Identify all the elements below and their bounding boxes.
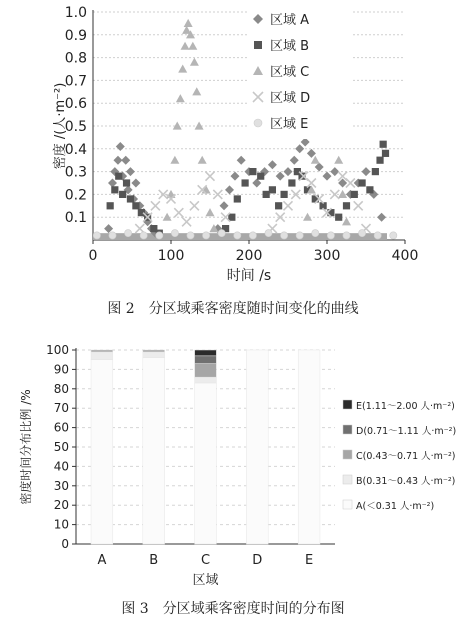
data-point — [181, 42, 190, 50]
data-point — [284, 167, 293, 176]
x-tick-label: C — [200, 553, 211, 568]
data-point — [176, 94, 185, 102]
data-point — [374, 232, 381, 239]
y-axis-label: 密度 /(人·m⁻²) — [53, 82, 68, 170]
y-tick-label: 0 — [61, 537, 69, 551]
series-3 — [135, 172, 370, 233]
data-point — [184, 19, 193, 27]
data-point — [252, 179, 261, 188]
data-point — [156, 232, 163, 239]
legend-label: E(1.11～2.00 人·m⁻²) — [356, 401, 455, 412]
legend-swatch — [343, 400, 352, 409]
y-tick-label: 20 — [53, 498, 69, 513]
data-point — [263, 191, 270, 198]
data-point — [335, 214, 342, 221]
data-point — [380, 141, 387, 148]
data-point — [206, 172, 215, 181]
data-point — [190, 201, 199, 210]
y-tick-label: 70 — [53, 401, 69, 416]
data-point — [113, 156, 122, 165]
data-point — [127, 195, 134, 202]
bar-segment — [91, 350, 113, 352]
data-point — [123, 179, 130, 186]
data-point — [206, 208, 215, 216]
data-point — [126, 167, 135, 176]
data-point — [234, 232, 241, 239]
data-point — [234, 195, 241, 202]
x-tick-label: B — [149, 553, 159, 568]
data-point — [377, 213, 386, 222]
y-tick-label: 100 — [46, 343, 69, 357]
y-tick-label: 0.8 — [64, 50, 87, 67]
y-tick-label: 90 — [53, 362, 69, 377]
legend-label: A(＜0.31 人·m⁻²) — [356, 501, 435, 512]
data-point — [351, 191, 358, 198]
data-point — [366, 186, 373, 193]
data-point — [190, 58, 199, 66]
x-tick-label: D — [252, 553, 263, 568]
x-tick-label: 300 — [313, 248, 341, 264]
data-point — [108, 179, 117, 188]
bar-segment — [195, 377, 217, 383]
data-point — [327, 232, 334, 239]
bar-segment — [195, 350, 217, 356]
x-tick-label: 400 — [391, 248, 419, 264]
data-point — [174, 208, 183, 217]
data-point — [178, 65, 187, 73]
data-point — [327, 209, 334, 216]
legend-label: 区域 A — [270, 13, 310, 28]
x-axis-label: 时间 /s — [226, 268, 272, 284]
bar-segment — [195, 383, 217, 544]
data-point — [170, 156, 179, 164]
data-point — [125, 230, 132, 237]
data-point — [121, 156, 130, 165]
data-point — [242, 179, 249, 186]
data-point — [343, 202, 350, 209]
data-point — [343, 232, 350, 239]
legend-swatch — [343, 475, 352, 484]
y-tick-label: 30 — [53, 478, 69, 493]
bar-segment — [195, 364, 217, 378]
y-tick-label: 40 — [53, 459, 69, 474]
legend-label: 区域 B — [270, 39, 310, 54]
data-point — [284, 201, 293, 210]
y-tick-label: 0.2 — [64, 187, 87, 204]
x-tick-label: 100 — [157, 248, 185, 264]
data-point — [276, 172, 285, 181]
y-tick-label: 0.3 — [64, 164, 87, 181]
data-point — [372, 168, 379, 175]
data-point — [93, 232, 100, 239]
data-point — [228, 214, 235, 221]
data-point — [376, 157, 383, 164]
data-point — [188, 42, 197, 50]
data-point — [269, 186, 276, 193]
figure-3-caption: 图 3 分区域乘客密度时间的分布图 — [121, 601, 345, 617]
x-tick-label: E — [304, 553, 314, 568]
data-point — [290, 156, 299, 165]
legend — [248, 7, 353, 139]
data-point — [115, 173, 122, 180]
data-point — [116, 142, 125, 151]
data-point — [220, 201, 229, 210]
figure-2-caption: 图 2 分区域乘客密度随时间变化的曲线 — [107, 301, 359, 317]
data-point — [315, 163, 324, 172]
y-tick-label: 0.9 — [64, 27, 87, 44]
bar-segment — [143, 352, 165, 358]
legend-label: D(0.71～1.11 人·m⁻²) — [356, 426, 457, 437]
data-point — [107, 202, 114, 209]
data-point — [203, 232, 210, 239]
data-point — [109, 232, 116, 239]
data-point — [342, 217, 351, 225]
y-tick-label: 0.1 — [64, 210, 87, 227]
data-point — [230, 172, 239, 181]
density-time-scatter-chart — [0, 0, 466, 300]
legend-label: C(0.43～0.71 人·m⁻²) — [356, 451, 456, 462]
bar-segment — [143, 358, 165, 544]
legend — [343, 400, 456, 512]
density-distribution-bar-chart — [0, 330, 466, 592]
data-point — [312, 195, 319, 202]
x-tick-label: A — [97, 553, 107, 568]
data-point — [288, 179, 295, 186]
legend-label: 区域 D — [270, 91, 311, 106]
data-point — [257, 173, 264, 180]
x-axis-label: 区域 — [192, 573, 219, 588]
data-point — [218, 230, 225, 237]
legend-swatch — [343, 425, 352, 434]
y-tick-label: 0.5 — [64, 119, 87, 135]
legend-label: B(0.31～0.43 人·m⁻²) — [356, 476, 456, 487]
x-tick-label: 0 — [88, 248, 98, 264]
y-tick-label: 0.6 — [64, 96, 87, 113]
data-point — [171, 230, 178, 237]
data-point — [237, 156, 246, 165]
data-point — [119, 191, 126, 198]
data-point — [312, 230, 319, 237]
data-point — [330, 167, 339, 176]
data-point — [359, 230, 366, 237]
legend-swatch — [343, 500, 352, 509]
data-point — [198, 156, 207, 164]
data-point — [346, 179, 355, 188]
bar-segment — [298, 350, 320, 544]
data-point — [132, 202, 139, 209]
legend-swatch — [343, 450, 352, 459]
y-tick-label: 1.0 — [64, 5, 87, 21]
y-tick-label: 80 — [53, 381, 69, 396]
y-axis-label: 密度时间分布比例 /% — [19, 389, 33, 505]
data-point — [359, 179, 366, 186]
data-point — [354, 201, 363, 210]
y-tick-label: 60 — [53, 420, 69, 435]
data-point — [151, 201, 160, 210]
data-point — [187, 232, 194, 239]
data-point — [249, 232, 256, 239]
data-point — [140, 232, 147, 239]
x-tick-label: 200 — [235, 248, 263, 264]
bar-segment — [246, 350, 268, 544]
data-point — [281, 232, 288, 239]
data-point — [295, 144, 304, 153]
data-point — [382, 150, 389, 157]
data-point — [390, 232, 397, 239]
data-point — [334, 156, 343, 164]
y-tick-label: 0.4 — [64, 141, 87, 158]
legend-label: 区域 C — [270, 65, 310, 80]
data-point — [131, 179, 140, 188]
data-point — [281, 191, 288, 198]
data-point — [111, 186, 118, 193]
bar-segment — [143, 350, 165, 352]
data-point — [249, 168, 256, 175]
bar-segment — [195, 356, 217, 364]
y-tick-label: 0.7 — [64, 73, 87, 90]
data-point — [225, 185, 234, 194]
legend-label: 区域 E — [270, 117, 309, 132]
legend-marker — [254, 119, 262, 127]
data-point — [323, 172, 332, 181]
data-point — [307, 149, 316, 158]
data-point — [275, 202, 282, 209]
legend-marker — [254, 41, 262, 49]
bar-segment — [91, 352, 113, 360]
bar-segment — [91, 360, 113, 544]
data-point — [192, 87, 201, 95]
data-point — [265, 230, 272, 237]
data-point — [182, 217, 191, 226]
data-point — [362, 167, 371, 176]
figure-3 — [0, 330, 466, 626]
y-tick-label: 10 — [53, 517, 69, 532]
data-point — [268, 160, 277, 169]
y-tick-label: 50 — [53, 440, 69, 454]
data-point — [296, 232, 303, 239]
